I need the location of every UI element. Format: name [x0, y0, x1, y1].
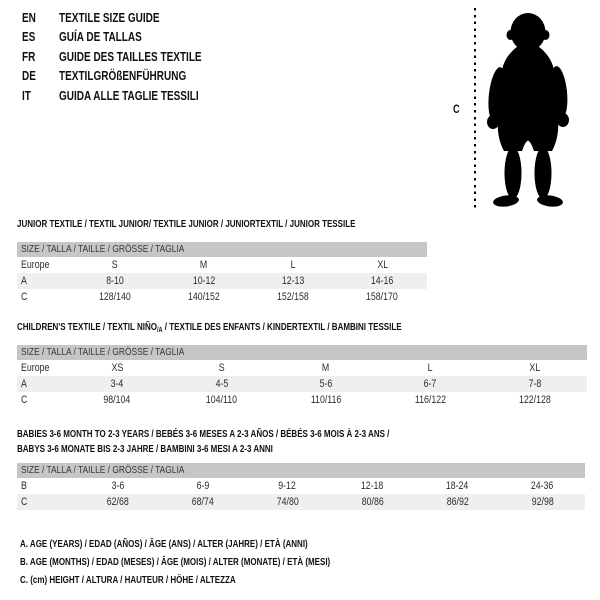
height-label-c: C [453, 104, 460, 116]
language-row-de [22, 67, 237, 86]
size-header-bar: SIZE / TALLA / TAILLE / GRÖSSE / TAGLIA [17, 345, 587, 360]
language-code: IT [22, 88, 31, 103]
children-size-table [17, 345, 587, 408]
language-title: GUÍA DE TALLAS [59, 30, 142, 45]
height-cell: 80/86 [361, 496, 384, 508]
toddler-silhouette [482, 8, 577, 208]
language-code: DE [22, 69, 36, 84]
language-row-it [22, 87, 237, 106]
height-cell: 62/68 [106, 496, 129, 508]
legend-line-c: C. (cm) HEIGHT / ALTURA / HAUTEUR / HÖHE / ALTEZZA [20, 575, 236, 586]
height-measure-dashed-line [474, 8, 476, 210]
section-heading-line1: BABIES 3-6 MONTH TO 2-3 YEARS / BEBÉS 3-6 MESES A 2-3 AÑOS / BÉBÉS 3-6 MOIS À 2-3 ANS / [17, 429, 390, 440]
age-cell: 18-24 [446, 480, 469, 492]
size-cell: L [427, 362, 433, 374]
legend-line-a: A. AGE (YEARS) / EDAD (AÑOS) / ÂGE (ANS) / ALTER (JAHRE) / ETÀ (ANNI) [20, 539, 308, 550]
language-title: TEXTILE SIZE GUIDE [59, 11, 160, 25]
row-label: A [21, 378, 27, 390]
section-junior-textile [17, 217, 427, 305]
legend-line-b: B. AGE (MONTHS) / EDAD (MESES) / ÂGE (MOIS) / ALTER (MONATE) / ETÀ (MESI) [20, 557, 331, 568]
size-cell: XL [529, 362, 541, 374]
table-row-age [17, 376, 587, 392]
row-label: A [21, 275, 27, 287]
section-heading-line2: BABYS 3-6 MONATE BIS 2-3 JAHRE / BAMBINI 3-6 MESI A 2-3 ANNI [17, 444, 273, 455]
age-cell: 6-9 [196, 480, 209, 492]
height-cell: 104/110 [206, 394, 238, 406]
height-cell: 86/92 [446, 496, 469, 508]
row-label: B [21, 480, 27, 492]
age-cell: 12-13 [281, 275, 305, 287]
language-title: TEXTILGRÖßENFÜHRUNG [59, 69, 187, 84]
height-cell: 92/98 [531, 496, 554, 508]
size-cell: XL [376, 259, 388, 271]
language-title: GUIDE DES TAILLES TEXTILE [59, 49, 202, 64]
age-cell: 3-6 [111, 480, 124, 492]
age-cell: 3-4 [110, 378, 124, 390]
legend-block [20, 536, 408, 590]
section-heading: JUNIOR TEXTILE / TEXTIL JUNIOR/ TEXTILE JUNIOR / JUNIORTEXTIL / JUNIOR TESSILE [17, 219, 356, 230]
babies-size-table [17, 463, 585, 510]
row-label: C [21, 496, 28, 508]
height-cell: 74/80 [276, 496, 299, 508]
language-code: EN [22, 11, 36, 25]
age-cell: 14-16 [371, 275, 394, 287]
table-row-age [17, 273, 427, 289]
height-cell: 152/158 [277, 291, 310, 303]
table-row-height [17, 494, 585, 510]
size-cell: M [322, 362, 330, 374]
language-row-es [22, 28, 237, 47]
age-cell: 6-7 [424, 378, 437, 390]
size-header-bar: SIZE / TALLA / TAILLE / GRÖSSE / TAGLIA [17, 463, 585, 478]
row-label: C [21, 291, 28, 303]
row-label: Europe [21, 259, 50, 271]
size-header-bar: SIZE / TALLA / TAILLE / GRÖSSE / TAGLIA [17, 242, 427, 257]
age-cell: 8-10 [105, 275, 124, 287]
age-cell: 24-36 [531, 480, 554, 492]
height-cell: 116/122 [414, 394, 446, 406]
age-cell: 10-12 [192, 275, 216, 287]
age-cell: 7-8 [528, 378, 542, 390]
section-childrens-textile [17, 320, 587, 408]
table-row-height [17, 289, 427, 305]
age-cell: 4-5 [215, 378, 228, 390]
age-cell: 12-18 [361, 480, 384, 492]
section-babies-textile [17, 427, 585, 510]
size-cell: S [111, 259, 118, 271]
height-cell: 110/116 [310, 394, 342, 406]
language-row-fr [22, 48, 237, 67]
language-row-en [22, 9, 237, 28]
junior-size-table [17, 242, 427, 305]
row-label: C [21, 394, 28, 406]
nino-a-subscript: /A [156, 327, 163, 334]
age-cell: 9-12 [278, 480, 297, 492]
size-cell: M [200, 259, 208, 271]
height-cell: 122/128 [518, 394, 551, 406]
section-heading: CHILDREN'S TEXTILE / TEXTIL $NIÑO_{/A}$ / TEXTILE DES ENFANTS / KINDERTEXTIL / BAMBINI TESSILE [17, 322, 402, 334]
table-row-height [17, 392, 587, 408]
height-cell: 140/152 [187, 291, 220, 303]
table-row-europe [17, 360, 587, 376]
language-code: ES [22, 30, 36, 45]
size-cell: L [290, 259, 296, 271]
table-row-europe [17, 257, 427, 273]
language-title: GUIDA ALLE TAGLIE TESSILI [59, 88, 199, 103]
row-label: Europe [21, 362, 50, 374]
height-cell: 98/104 [103, 394, 131, 406]
height-cell: 128/140 [98, 291, 131, 303]
size-cell: S [218, 362, 225, 374]
size-cell: XS [111, 362, 124, 374]
table-row-age-months [17, 478, 585, 494]
height-cell: 68/74 [191, 496, 214, 508]
height-cell: 158/170 [366, 291, 399, 303]
age-cell: 5-6 [319, 378, 333, 390]
language-code: FR [22, 49, 36, 64]
language-title-list [22, 9, 237, 106]
